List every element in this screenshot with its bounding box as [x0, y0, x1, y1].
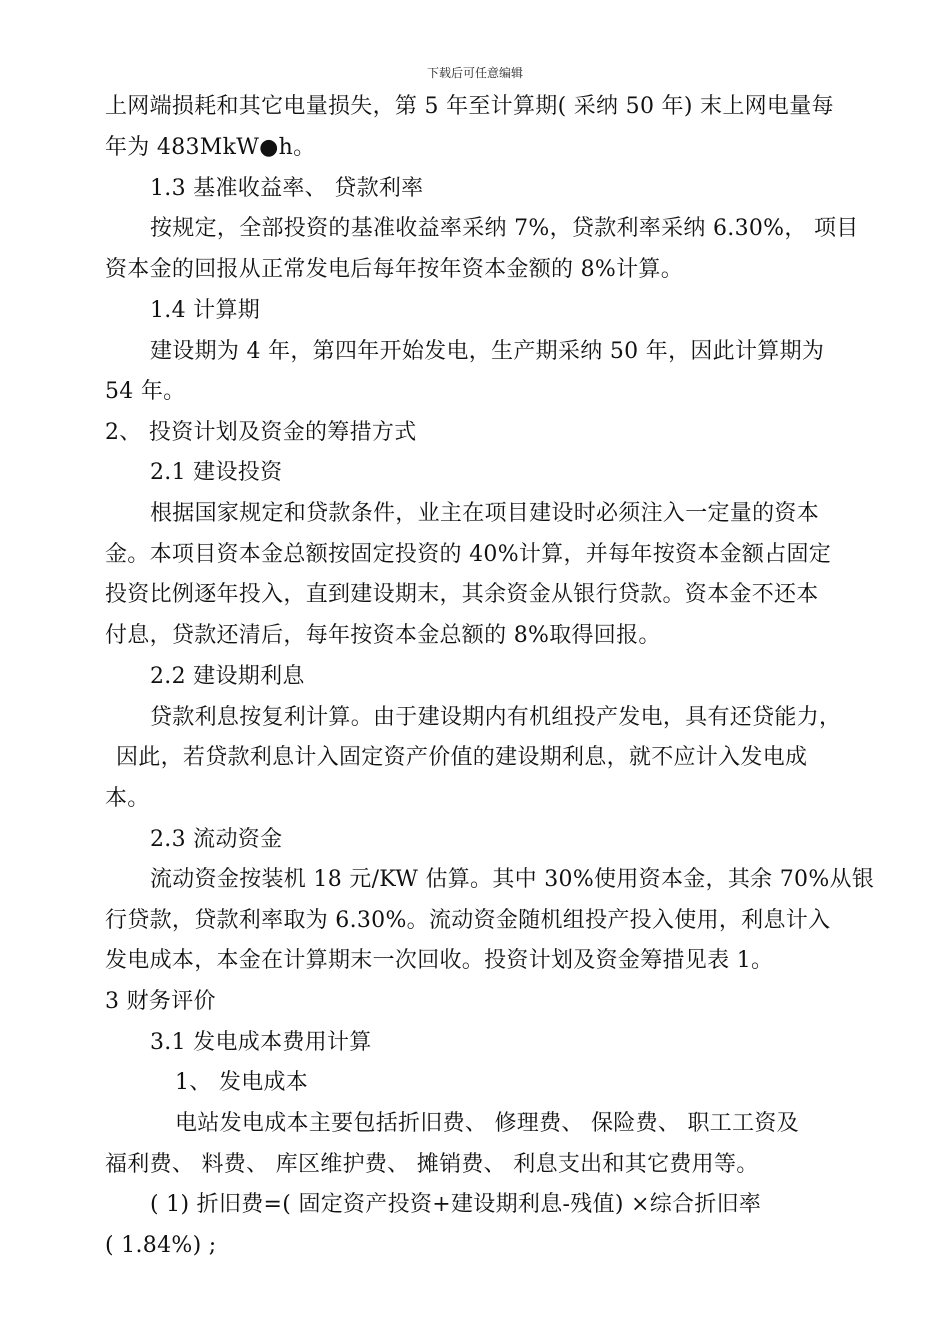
text-line: 电站发电成本主要包括折旧费、 修理费、 保险费、 职工工资及 — [175, 1111, 799, 1136]
subsection-heading: 1、 发电成本 — [175, 1070, 309, 1095]
text-line: 流动资金按装机 18 元/KW 估算。其中 30%使用资本金，其余 70%从银 — [150, 867, 875, 892]
section-heading-2-1: 2.1 建设投资 — [150, 460, 283, 485]
text-line: 上网端损耗和其它电量损失，第 5 年至计算期( 采纳 50 年) 末上网电量每 — [105, 94, 834, 119]
text-line: 年为 483MkW●h。 — [105, 135, 316, 160]
section-heading-3-1: 3.1 发电成本费用计算 — [150, 1030, 372, 1055]
text-line: 投资比例逐年投入，直到建设期末，其余资金从银行贷款。资本金不还本 — [105, 582, 819, 607]
text-line: 发电成本，本金在计算期末一次回收。投资计划及资金筹措见表 1。 — [105, 948, 774, 973]
text-line: 金。本项目资本金总额按固定投资的 40%计算，并每年按资本金额占固定 — [105, 542, 832, 567]
text-line: 行贷款，贷款利率取为 6.30%。流动资金随机组投产投入使用，利息计入 — [105, 908, 831, 933]
text-line: 按规定，全部投资的基准收益率采纳 7%，贷款利率采纳 6.30%， 项目 — [150, 216, 859, 241]
section-heading-2-3: 2.3 流动资金 — [150, 827, 283, 852]
text-line: 贷款利息按复利计算。由于建设期内有机组投产发电，具有还贷能力， — [150, 705, 842, 730]
text-line: 本。 — [105, 786, 150, 811]
text-line: 付息，贷款还清后，每年按资本金总额的 8%取得回报。 — [105, 623, 661, 648]
text-line: 因此，若贷款利息计入固定资产价值的建设期利息，就不应计入发电成 — [116, 745, 808, 770]
page-header-note: 下载后可任意编辑 — [426, 66, 523, 80]
section-heading-2: 2、 投资计划及资金的筹措方式 — [105, 420, 417, 445]
text-line: 根据国家规定和贷款条件，业主在项目建设时必须注入一定量的资本 — [150, 501, 820, 526]
text-line: 54 年。 — [105, 379, 186, 404]
section-heading-2-2: 2.2 建设期利息 — [150, 664, 305, 689]
section-heading-1-4: 1.4 计算期 — [150, 298, 261, 323]
section-heading-3: 3 财务评价 — [105, 989, 216, 1014]
text-line: 资本金的回报从正常发电后每年按年资本金额的 8%计算。 — [105, 257, 683, 282]
text-line: 福利费、 料费、 库区维护费、 摊销费、 利息支出和其它费用等。 — [105, 1152, 759, 1177]
formula-line: ( 1.84%) ; — [105, 1233, 217, 1258]
formula-line: ( 1) 折旧费=( 固定资产投资+建设期利息-残值) ×综合折旧率 — [150, 1192, 762, 1217]
text-line: 建设期为 4 年，第四年开始发电，生产期采纳 50 年，因此计算期为 — [150, 339, 825, 364]
section-heading-1-3: 1.3 基准收益率、 贷款利率 — [150, 176, 424, 201]
